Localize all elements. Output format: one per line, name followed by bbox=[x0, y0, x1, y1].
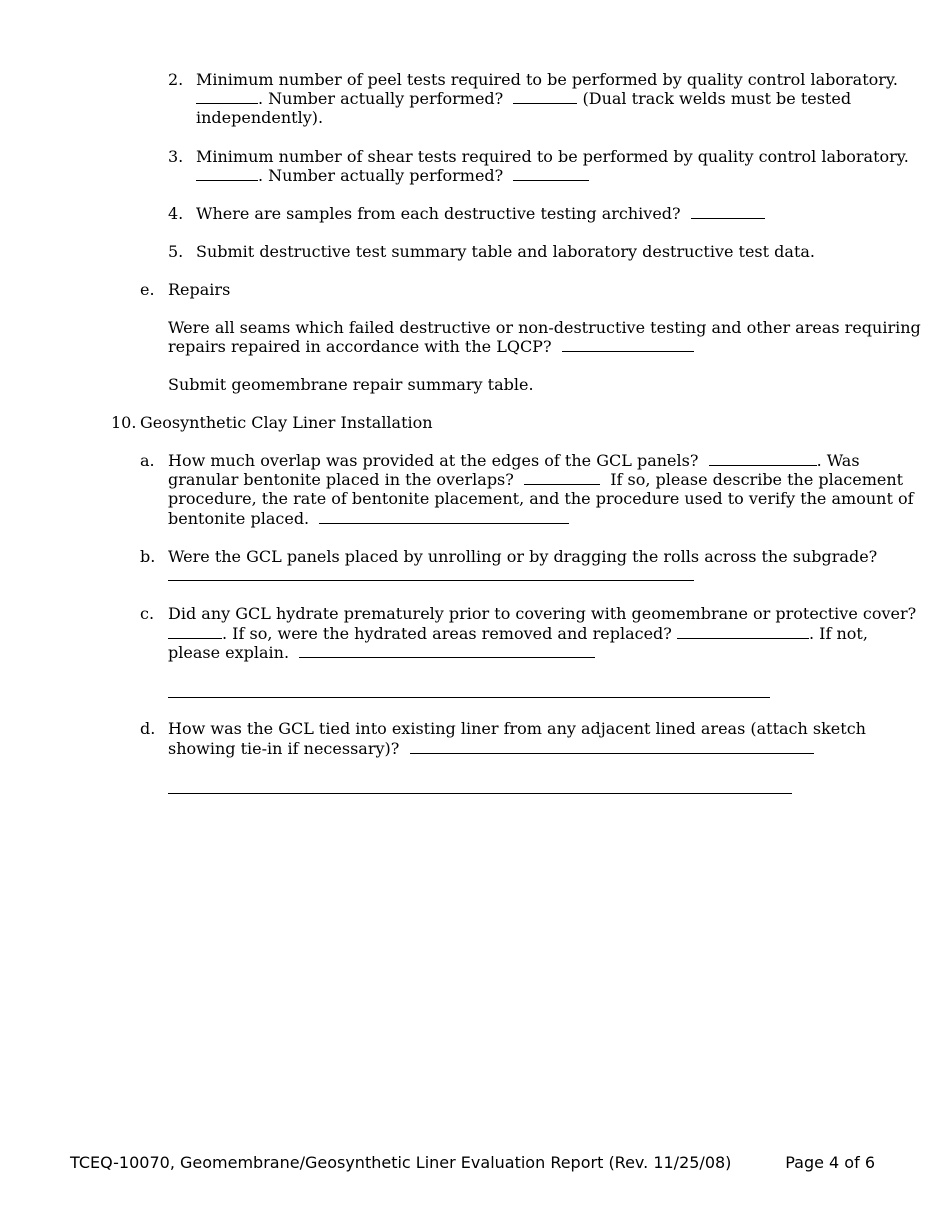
hydrate-explain-blank[interactable] bbox=[299, 643, 595, 658]
section-10-label: 10. bbox=[111, 413, 137, 432]
item-d-label: d. bbox=[140, 719, 156, 738]
item-a-line2-end: If so, please describe the placement bbox=[610, 470, 904, 489]
repairs-question-line1: Were all seams which failed destructive or non-destructive testing and other areas requiring bbox=[168, 318, 921, 337]
repairs-question-text: repairs repaired in accordance with the LQCP? bbox=[168, 337, 552, 356]
item-2-label: 2. bbox=[168, 70, 184, 89]
item-4-line1 bbox=[196, 204, 765, 224]
shear-tests-performed-blank[interactable] bbox=[513, 166, 589, 181]
peel-tests-performed-blank[interactable] bbox=[513, 89, 577, 104]
item-a-line4-text: bentonite placed. bbox=[168, 509, 310, 528]
item-b-label: b. bbox=[140, 547, 156, 566]
item-a-line4 bbox=[168, 509, 569, 529]
hydrated-replaced-blank[interactable] bbox=[677, 624, 809, 639]
item-b-line1: Were the GCL panels placed by unrolling or by dragging the rolls across the subgrade? bbox=[168, 547, 878, 566]
item-2-line2-text: . Number actually performed? bbox=[258, 89, 504, 108]
item-3-label: 3. bbox=[168, 147, 184, 166]
repair-summary-text: Submit geomembrane repair summary table. bbox=[168, 375, 534, 394]
item-d-line1: How was the GCL tied into existing liner from any adjacent lined areas (attach sketch bbox=[168, 719, 866, 738]
item-a-line2-text: granular bentonite placed in the overlaps? bbox=[168, 470, 514, 489]
item-5-label: 5. bbox=[168, 242, 184, 261]
bentonite-overlap-blank[interactable] bbox=[524, 470, 600, 485]
item-c-line1: Did any GCL hydrate prematurely prior to covering with geomembrane or protective cover? bbox=[168, 604, 917, 623]
item-a-label: a. bbox=[140, 451, 155, 470]
item-4-label: 4. bbox=[168, 204, 184, 223]
item-3-line2 bbox=[196, 166, 589, 186]
item-3-line2-text: . Number actually performed? bbox=[258, 166, 504, 185]
shear-tests-required-blank[interactable] bbox=[196, 166, 258, 181]
section-e-label: e. bbox=[140, 280, 155, 299]
item-a-line2 bbox=[168, 470, 903, 490]
item-a-line1-end: . Was bbox=[816, 451, 860, 470]
item-a-line1-text: How much overlap was provided at the edges of the GCL panels? bbox=[168, 451, 699, 470]
tie-in-extra-line[interactable] bbox=[168, 793, 792, 794]
item-c-line2-end: . If not, bbox=[808, 624, 868, 643]
item-3-line1: Minimum number of shear tests required to be performed by quality control laboratory. bbox=[196, 147, 909, 166]
item-2-line2-note: (Dual track welds must be tested bbox=[582, 89, 852, 108]
footer-page-number: Page 4 of 6 bbox=[785, 1153, 875, 1172]
samples-archive-blank[interactable] bbox=[691, 204, 765, 219]
item-2-line3: independently). bbox=[196, 108, 324, 127]
hydrate-explain-extra-line[interactable] bbox=[168, 697, 770, 698]
item-c-line2 bbox=[168, 624, 868, 644]
overlap-amount-blank[interactable] bbox=[709, 451, 817, 466]
hydrate-prematurely-blank[interactable] bbox=[168, 624, 222, 639]
item-c-line3 bbox=[168, 643, 595, 663]
footer-form-title: TCEQ-10070, Geomembrane/Geosynthetic Liner Evaluation Report (Rev. 11/25/08) bbox=[70, 1153, 732, 1172]
placement-method-blank[interactable] bbox=[168, 580, 694, 581]
item-c-line2-text: . If so, were the hydrated areas removed and replaced? bbox=[222, 624, 672, 643]
item-a-line3: procedure, the rate of bentonite placement, and the procedure used to verify the amount of bbox=[168, 489, 914, 508]
tie-in-blank[interactable] bbox=[410, 739, 814, 754]
item-2-line2 bbox=[196, 89, 851, 109]
item-c-label: c. bbox=[140, 604, 155, 623]
item-5-line1: Submit destructive test summary table and laboratory destructive test data. bbox=[196, 242, 815, 261]
item-2-line1: Minimum number of peel tests required to be performed by quality control laboratory. bbox=[196, 70, 898, 89]
item-d-line2 bbox=[168, 739, 814, 759]
repairs-question-line2 bbox=[168, 337, 694, 357]
item-c-line3-text: please explain. bbox=[168, 643, 290, 662]
peel-tests-required-blank[interactable] bbox=[196, 89, 258, 104]
section-e-title: Repairs bbox=[168, 280, 231, 299]
section-10-title: Geosynthetic Clay Liner Installation bbox=[140, 413, 433, 432]
repairs-lqcp-blank[interactable] bbox=[562, 337, 694, 352]
item-a-line1 bbox=[168, 451, 860, 471]
item-4-text: Where are samples from each destructive testing archived? bbox=[196, 204, 681, 223]
item-d-line2-text: showing tie-in if necessary)? bbox=[168, 739, 400, 758]
bentonite-placed-blank[interactable] bbox=[319, 509, 569, 524]
